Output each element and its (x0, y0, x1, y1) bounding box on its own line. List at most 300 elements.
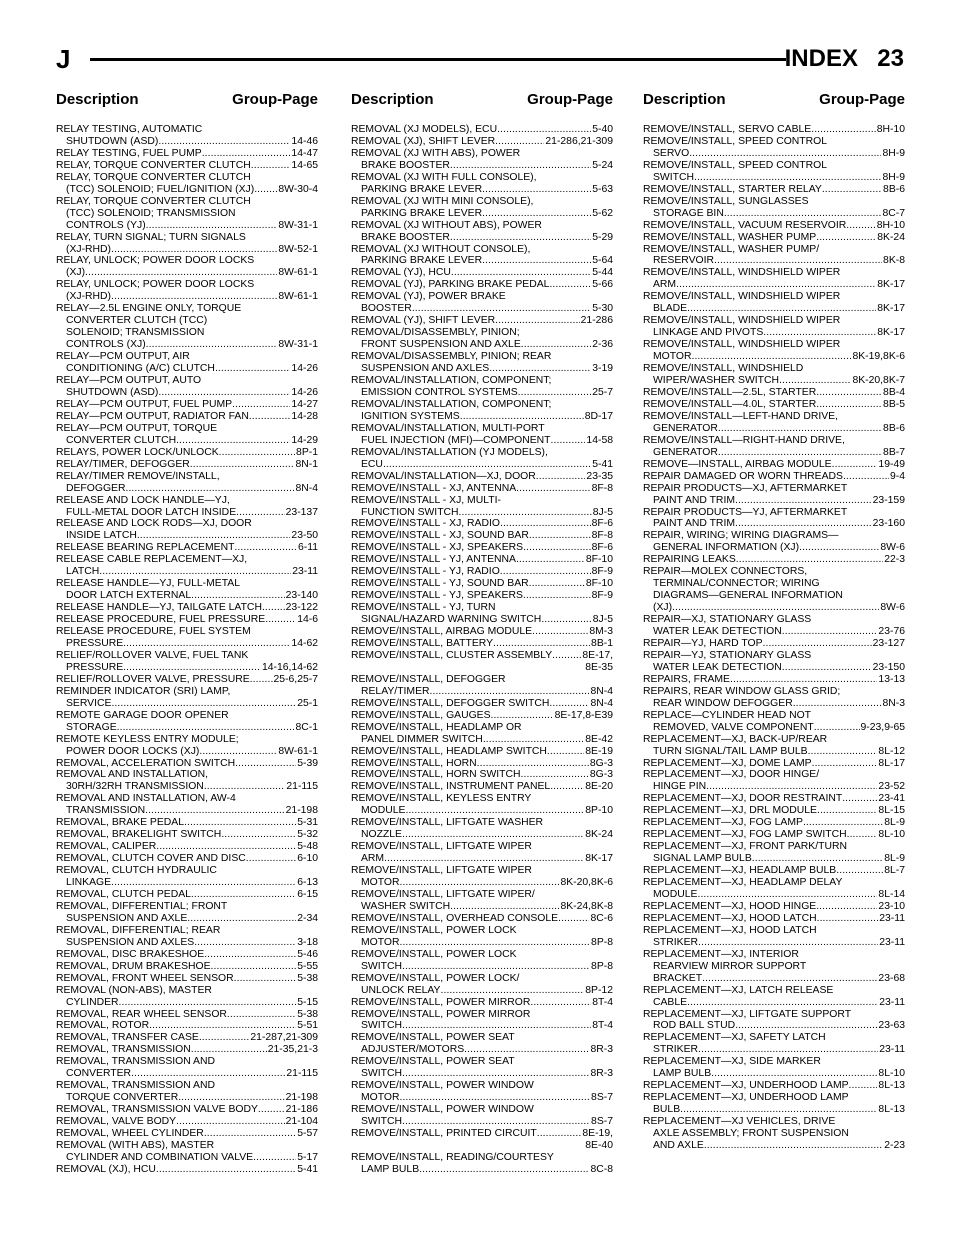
dot-leader (493, 638, 590, 650)
entry-text: CONTROLS (XJ) (66, 339, 146, 351)
entry-text: REMOVAL, DRUM BRAKESHOE (56, 960, 211, 972)
dot-leader (194, 937, 296, 949)
index-entry (351, 1080, 613, 1104)
entry-page-ref: 8E-42 (585, 733, 613, 745)
dot-leader (402, 1068, 589, 1080)
entry-text: REMOVAL (XJ WITHOUT CONSOLE), (351, 243, 531, 255)
entry-text: WIPER/WASHER SWITCH (653, 375, 780, 387)
entry-page-ref-continued: 8E-35 (585, 661, 613, 673)
entry-text: REMOVE/INSTALL, WINDSHIELD WIPER (643, 315, 841, 327)
entry-text: REMOVAL, TRANSFER CASE (56, 1032, 199, 1044)
index-entry (351, 722, 613, 746)
entry-page-ref: 8F-9 (591, 566, 613, 578)
index-entry (56, 1044, 318, 1056)
dot-leader (691, 351, 851, 363)
entry-text: SWITCH (653, 171, 694, 183)
entry-page-ref: 23-140 (285, 590, 318, 602)
entry-line (351, 136, 613, 148)
entry-page-ref: 8P-1 (296, 446, 318, 458)
entry-page-ref: 5-55 (297, 960, 318, 972)
index-entry (56, 889, 318, 901)
entry-page-ref: 5-62 (592, 207, 613, 219)
entry-text: REMOVAL AND INSTALLATION, (56, 769, 209, 781)
column-header-description: Description (351, 91, 434, 108)
entry-page-ref: 8F-8 (591, 482, 613, 494)
index-entry (56, 1080, 318, 1104)
dot-leader (450, 232, 591, 244)
entry-line (643, 220, 905, 232)
entry-page-ref: 8C-8 (590, 1163, 613, 1175)
index-entry (56, 578, 318, 602)
index-entry (351, 267, 613, 279)
entry-page-ref: 8H-10 (876, 124, 905, 135)
entry-line (56, 387, 318, 399)
index-entry (56, 865, 318, 889)
entry-text: RELAY, TORQUE CONVERTER CLUTCH (56, 159, 251, 171)
dot-leader (204, 949, 296, 961)
entry-line (351, 638, 613, 650)
entry-page-ref: 8H-10 (876, 219, 905, 231)
entry-text: REMOVE/INSTALL, WINDSHIELD (643, 363, 804, 375)
entry-text: REPLACEMENT—XJ, SAFETY LATCH (643, 1032, 826, 1044)
entry-line (56, 459, 318, 471)
entry-text: REMOVE/INSTALL, KEYLESS ENTRY (351, 793, 532, 805)
entry-text: PRESSURE (66, 637, 124, 649)
entry-line (56, 136, 318, 148)
index-entry (56, 614, 318, 626)
entry-line (351, 542, 613, 554)
index-entry (56, 459, 318, 471)
entry-text: REMOVE/INSTALL, STARTER RELAY (643, 183, 822, 195)
entry-page-ref: 8N-3 (882, 697, 905, 709)
index-entry (351, 746, 613, 758)
dot-leader (704, 1140, 883, 1152)
entry-line (351, 769, 613, 781)
entry-page-ref: 8W-61-1 (278, 745, 318, 757)
entry-page-ref: 8K-17 (585, 853, 613, 865)
entry-text: LAMP BULB (653, 1068, 712, 1080)
entry-text: RELEASE BEARING REPLACEMENT (56, 542, 235, 554)
dot-leader (191, 889, 296, 901)
entry-line (643, 303, 905, 315)
entry-text: REPLACEMENT—XJ, HOOD LATCH (643, 924, 817, 936)
index-entry (643, 913, 905, 925)
entry-text: REMOVAL, BRAKE PEDAL (56, 817, 184, 829)
entry-line (643, 423, 905, 435)
entry-text: REMOVAL, TRANSMISSION AND (56, 1056, 215, 1068)
entry-page-ref: 8K-20,8K-6 (560, 877, 613, 889)
entry-text: REMOVAL, WHEEL CYLINDER (56, 1128, 204, 1140)
index-entry (643, 530, 905, 554)
entry-text: STRIKER (653, 936, 699, 948)
index-entry (643, 734, 905, 758)
entry-line (56, 781, 318, 793)
entry-line (351, 387, 613, 399)
entry-page-ref: 8R-3 (590, 1068, 613, 1080)
dot-leader (832, 459, 878, 471)
entry-text: SIGNAL LAMP BULB (653, 853, 752, 865)
entry-text: REMOVE/INSTALL, GAUGES (351, 709, 491, 721)
entry-text: REPAIR—YJ, HARD TOP (643, 637, 763, 649)
entry-page-ref: 8B-6 (883, 422, 905, 434)
entry-text: REPLACEMENT—XJ, HOOD LATCH (643, 912, 817, 924)
entry-line (643, 459, 905, 471)
entry-text: REMOVAL, DIFFERENTIAL; FRONT (56, 900, 228, 912)
entry-page-ref: 3-19 (592, 363, 613, 375)
entry-line (643, 698, 905, 710)
entry-text: GENERATOR (653, 446, 718, 458)
entry-line (56, 841, 318, 853)
dot-leader (817, 913, 879, 925)
entry-text: REPLACEMENT—XJ, DRL MODULE (643, 805, 817, 817)
entry-page-ref: 6-10 (297, 853, 318, 865)
entry-page-ref: 8E-19 (585, 745, 613, 757)
entry-text: RELAY/TIMER, DEFOGGER (56, 458, 190, 470)
entry-page-ref: 3-18 (297, 936, 318, 948)
entry-line (351, 507, 613, 519)
index-entry (56, 853, 318, 865)
entry-text: CONTROLS (YJ) (66, 219, 146, 231)
entry-page-ref: 8K-24 (877, 231, 905, 243)
column-header-description: Description (643, 91, 726, 108)
entry-line (56, 1020, 318, 1032)
dot-leader (464, 1044, 589, 1056)
entry-text: REMOVAL/INSTALLATION—XJ, DOOR (351, 470, 536, 482)
entry-text: RELEASE PROCEDURE, FUEL SYSTEM (56, 626, 251, 638)
entry-text: REPAIRING LEAKS (643, 554, 736, 566)
dot-leader (816, 399, 882, 411)
entry-page-ref: 8W-6 (880, 542, 905, 554)
entry-line (643, 602, 905, 614)
entry-text: ADJUSTER/MOTORS (361, 1044, 465, 1056)
dot-leader (552, 650, 581, 662)
entry-text: REPLACEMENT—XJ, UNDERHOOD LAMP (643, 1080, 849, 1092)
entry-text: REMOVAL, DISC BRAKESHOE (56, 948, 205, 960)
entry-text: SWITCH (361, 1020, 402, 1032)
column-header-3 (643, 88, 905, 112)
dot-leader (176, 435, 290, 447)
entry-page-ref: 21-115 (286, 1068, 318, 1080)
entry-text: RELAY, UNLOCK; POWER DOOR LOCKS (56, 255, 255, 267)
index-entry (351, 220, 613, 244)
entry-text: EMISSION CONTROL SYSTEMS (361, 386, 518, 398)
dot-leader (808, 746, 878, 758)
entry-page-ref: 8C-1 (295, 721, 318, 733)
dot-leader (689, 148, 881, 160)
index-entry (351, 698, 613, 710)
entry-line (643, 865, 905, 877)
entry-line (643, 124, 905, 136)
index-entry (351, 626, 613, 638)
entry-page-ref: 8J-5 (592, 614, 613, 626)
entry-line (351, 997, 613, 1009)
dot-leader (227, 1009, 296, 1021)
index-entry (643, 136, 905, 160)
index-entry (351, 196, 613, 220)
entry-line (643, 232, 905, 244)
entry-page-ref: 8B-4 (883, 386, 905, 398)
index-entry (56, 793, 318, 817)
index-entry (56, 961, 318, 973)
entry-line (351, 877, 613, 889)
entry-page-ref: 8L-14 (878, 889, 905, 900)
index-entry (56, 196, 318, 232)
entry-text: CYLINDER AND COMBINATION VALVE (66, 1151, 254, 1163)
entry-text: REMOVE/INSTALL, LIFTGATE WIPER (351, 865, 532, 877)
dot-leader (111, 877, 296, 889)
entry-line (351, 530, 613, 542)
index-entry (351, 1032, 613, 1056)
index-entry (351, 172, 613, 196)
index-entry (351, 889, 613, 913)
entry-line (643, 1044, 905, 1056)
entry-page-ref: 5-31 (297, 817, 318, 829)
dot-leader (849, 1080, 878, 1092)
entry-page-ref: 23-150 (872, 661, 905, 673)
entry-page-ref: 5-63 (592, 183, 613, 195)
dot-leader (145, 805, 285, 817)
entry-line (643, 674, 905, 686)
entry-line (56, 483, 318, 495)
entry-text: RELAY—PCM OUTPUT, TORQUE (56, 422, 218, 434)
entry-text: 30RH/32RH TRANSMISSION (66, 781, 204, 793)
dot-leader (523, 590, 591, 602)
entry-text: REMOVE/INSTALL, READING/COURTESY (351, 1151, 554, 1163)
index-entry (56, 232, 318, 256)
entry-page-ref: 23-50 (291, 530, 318, 542)
entry-text: RELAY, TORQUE CONVERTER CLUTCH (56, 195, 251, 207)
dot-leader (516, 483, 590, 495)
dot-leader (558, 913, 589, 925)
entry-text: ECU (361, 458, 383, 470)
entry-page-ref: 21-286,21-309 (545, 135, 613, 147)
entry-line (56, 148, 318, 160)
entry-page-ref: 8L-9 (884, 853, 905, 865)
entry-text: NOZZLE (361, 829, 402, 841)
entry-text: REMOVE/INSTALL, CLUSTER ASSEMBLY (351, 649, 553, 661)
entry-text: REMOVED, VALVE COMPONENT (653, 721, 814, 733)
entry-page-ref: 5-48 (297, 841, 318, 853)
entry-page-ref: 8F-10 (585, 578, 613, 590)
index-entry (56, 1020, 318, 1032)
dot-leader (549, 279, 591, 291)
entry-text: BULB (653, 1104, 681, 1116)
entry-text: REMOVAL/INSTALLATION, COMPONENT; (351, 398, 552, 410)
entry-page-ref: 8W-52-1 (278, 243, 318, 255)
entry-page-ref: 8K-24,8K-8 (560, 900, 613, 912)
dot-leader (190, 459, 295, 471)
index-entry (56, 1128, 318, 1140)
index-entry (56, 901, 318, 925)
entry-line (643, 375, 905, 387)
entry-text: LINKAGE AND PIVOTS (653, 327, 764, 339)
index-entry (351, 949, 613, 973)
entry-text: RELAY TESTING, AUTOMATIC (56, 124, 203, 135)
entry-text: SWITCH (361, 960, 402, 972)
entry-text: REPLACEMENT—XJ, HOOD HINGE (643, 900, 817, 912)
entry-page-ref: 8W-31-1 (278, 339, 318, 351)
entry-text: ROD BALL STUD (653, 1020, 736, 1032)
dot-leader (158, 387, 290, 399)
index-entry (643, 244, 905, 268)
index-entry (643, 196, 905, 220)
entry-line (351, 315, 613, 327)
index-entry (643, 1080, 905, 1092)
index-entry (351, 279, 613, 291)
dot-leader (460, 411, 584, 423)
entry-page-ref: 8T-4 (592, 996, 613, 1008)
dot-leader (99, 566, 291, 578)
index-entry (56, 411, 318, 423)
entry-line (643, 758, 905, 770)
index-entry (643, 291, 905, 315)
entry-page-ref: 23-127 (872, 637, 905, 649)
column-header-group-page: Group-Page (232, 91, 318, 108)
entry-page-ref: 8J-5 (592, 506, 613, 518)
dot-leader (489, 363, 591, 375)
entry-line (643, 626, 905, 638)
index-entry (643, 1009, 905, 1033)
entry-line (643, 913, 905, 925)
dot-leader (698, 1044, 878, 1056)
header-index-label: INDEX (784, 45, 858, 72)
index-entry (56, 554, 318, 578)
entry-text: REMOVE—INSTALL, AIRBAG MODULE (643, 458, 832, 470)
entry-line (643, 817, 905, 829)
index-entry (351, 590, 613, 602)
entry-line (56, 997, 318, 1009)
entry-page-ref: 21-186 (285, 1104, 318, 1116)
entry-text: SERVICE (66, 697, 112, 709)
dot-leader (521, 769, 589, 781)
entry-page-ref: 9-23,9-65 (860, 721, 905, 733)
entry-text: PRESSURE (66, 661, 124, 673)
entry-line (351, 279, 613, 291)
dot-leader (215, 363, 290, 375)
entry-page-ref: 8K-20,8K-7 (852, 375, 905, 387)
dot-leader (803, 817, 883, 829)
index-entry (351, 351, 613, 375)
index-entry (56, 1056, 318, 1080)
entry-text: REMOVE/INSTALL—LEFT-HAND DRIVE, (643, 410, 838, 422)
entry-text: REMOVE/INSTALL, HORN SWITCH (351, 769, 521, 781)
entry-text: TORQUE CONVERTER (66, 1092, 179, 1104)
entry-text: REMOVE/INSTALL—2.5L, STARTER (643, 386, 817, 398)
entry-text: PARKING BRAKE LEVER (361, 183, 483, 195)
entry-text: REMOVAL (XJ WITH MINI CONSOLE), (351, 195, 534, 207)
index-entry (56, 1164, 318, 1176)
dot-leader (822, 184, 882, 196)
entry-line (56, 291, 318, 303)
entry-page-ref: 14-16,14-62 (261, 661, 318, 673)
entry-line (643, 172, 905, 184)
entry-line (56, 602, 318, 614)
index-entry (643, 877, 905, 901)
dot-leader (204, 1128, 296, 1140)
entry-text: RELAY TESTING, FUEL PUMP (56, 147, 202, 159)
dot-leader (736, 554, 883, 566)
dot-leader (735, 518, 872, 530)
dot-leader (529, 530, 591, 542)
index-entry (643, 793, 905, 805)
index-entry (56, 375, 318, 399)
entry-text: STORAGE (66, 721, 117, 733)
dot-leader (402, 961, 590, 973)
entry-page-ref: 22-3 (884, 554, 905, 566)
entry-line (56, 662, 318, 674)
index-entry (351, 315, 613, 327)
index-entry (351, 136, 613, 148)
entry-text: REMOVE/INSTALL, POWER WINDOW (351, 1080, 534, 1092)
entry-text: DIAGRAMS—GENERAL INFORMATION (653, 590, 843, 602)
index-entry (351, 495, 613, 519)
index-entry (351, 483, 613, 495)
index-entry (643, 901, 905, 913)
entry-line (643, 471, 905, 483)
dot-leader (812, 758, 878, 770)
index-entry (56, 817, 318, 829)
entry-text: REMOVE/INSTALL, LIFTGATE WASHER (351, 817, 544, 829)
dot-leader (724, 208, 882, 220)
entry-line (351, 124, 613, 136)
entry-page-ref: 14-26 (291, 386, 318, 398)
entry-line (351, 1164, 613, 1176)
entry-text: REMOVE/INSTALL, POWER LOCK (351, 948, 517, 960)
entry-line (56, 411, 318, 423)
entry-text: DOOR LATCH EXTERNAL (66, 590, 192, 602)
index-entry (643, 220, 905, 232)
entry-text: REMOVAL (NON-ABS), MASTER (56, 984, 212, 996)
entry-line (56, 758, 318, 770)
entry-page-ref: 8F-6 (591, 542, 613, 554)
entry-line (56, 363, 318, 375)
entry-text: REMOVAL, REAR WHEEL SENSOR (56, 1008, 227, 1020)
dot-leader (547, 746, 584, 758)
index-entry (351, 578, 613, 590)
entry-line (56, 1068, 318, 1080)
entry-page-ref: 8B-7 (883, 446, 905, 458)
entry-page-ref: 21-286 (580, 315, 613, 327)
dot-leader (253, 1152, 296, 1164)
entry-line (643, 805, 905, 817)
dot-leader (676, 279, 876, 291)
entry-text: RELEASE CABLE REPLACEMENT—XJ, (56, 554, 248, 566)
entry-line (351, 758, 613, 770)
entry-page-ref: 8C-7 (882, 207, 905, 219)
dot-leader (672, 602, 879, 614)
entry-text: REMOVE/INSTALL, POWER MIRROR (351, 996, 531, 1008)
dot-leader (125, 483, 294, 495)
entry-text: REMOVAL/INSTALLATION (YJ MODELS), (351, 446, 548, 458)
entry-line (351, 232, 613, 244)
entry-text: PANEL DIMMER SWITCH (361, 733, 483, 745)
entry-line (351, 901, 613, 913)
dot-leader (156, 841, 296, 853)
dot-leader (782, 626, 878, 638)
entry-line (643, 495, 905, 507)
entry-text: REPLACEMENT—XJ, HEADLAMP DELAY (643, 877, 843, 889)
dot-leader (532, 626, 588, 638)
dot-leader (521, 339, 591, 351)
dot-leader (763, 638, 872, 650)
dot-leader (843, 471, 889, 483)
entry-line (643, 1104, 905, 1116)
dot-leader (816, 901, 877, 913)
entry-text: REMOTE KEYLESS ENTRY MODULE; (56, 733, 239, 745)
dot-leader (702, 973, 877, 985)
dot-leader (399, 937, 590, 949)
dot-leader (529, 578, 585, 590)
